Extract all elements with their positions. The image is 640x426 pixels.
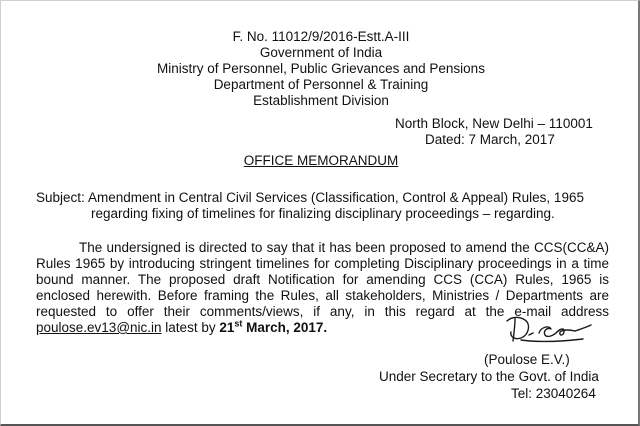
body-line-1 [79,240,609,257]
body-line-3 [36,272,609,289]
file-number: F. No. 11012/9/2016-Estt.A-III [232,29,410,44]
body-line-6 [36,320,327,337]
deadline-rest: March, 2017. [242,320,328,335]
subject-line-1: Amendment in Central Civil Services (Classification, Control & Appeal) Rules, 1965 [88,190,584,205]
signatory-name: (Poulose E.V.) [484,352,570,367]
latest-by-text: latest by [161,320,220,335]
government-line: Government of India [259,45,383,60]
body-line-4-text: enclosed herewith. Before framing the Rules, all stakeholders, Ministries / Departments are [36,288,609,303]
body-line-1-text: The undersigned is directed to say that it has been proposed to amend the CCS(CC&A) [79,240,609,255]
body-line-5-text: requested to offer their comments/views, if any, in this regard at the e-mail address [36,304,609,319]
body-line-4 [36,288,609,305]
body-line-2-text: Rules 1965 by introducing stringent timelines for completing Disciplinary proceedings in a time [36,256,609,271]
signatory-designation: Under Secretary to the Govt. of India [379,369,599,384]
office-address: North Block, New Delhi – 110001 [395,116,593,131]
deadline-day: 21 [219,320,235,335]
signature-mark [501,311,611,347]
division-line: Establishment Division [253,93,389,108]
body-line-3-text: bound manner. The proposed draft Notification for amending CCS (CCA) Rules, 1965 is [36,272,609,287]
memo-title-text: OFFICE MEMORANDUM [243,153,399,168]
body-line-2 [36,256,609,273]
subject-line-2: regarding fixing of timelines for finalizing disciplinary proceedings – regarding. [91,206,555,221]
deadline-suffix: st [234,318,243,329]
subject-label: Subject: [36,190,85,205]
ministry-line: Ministry of Personnel, Public Grievances and Pensions [157,61,485,76]
department-line: Department of Personnel & Training [213,77,429,92]
email-address: poulose.ev13@nic.in [36,320,162,335]
memo-title [1,153,640,168]
memo-date: Dated: 7 March, 2017 [425,132,555,147]
signatory-telephone: Tel: 23040264 [511,386,596,401]
